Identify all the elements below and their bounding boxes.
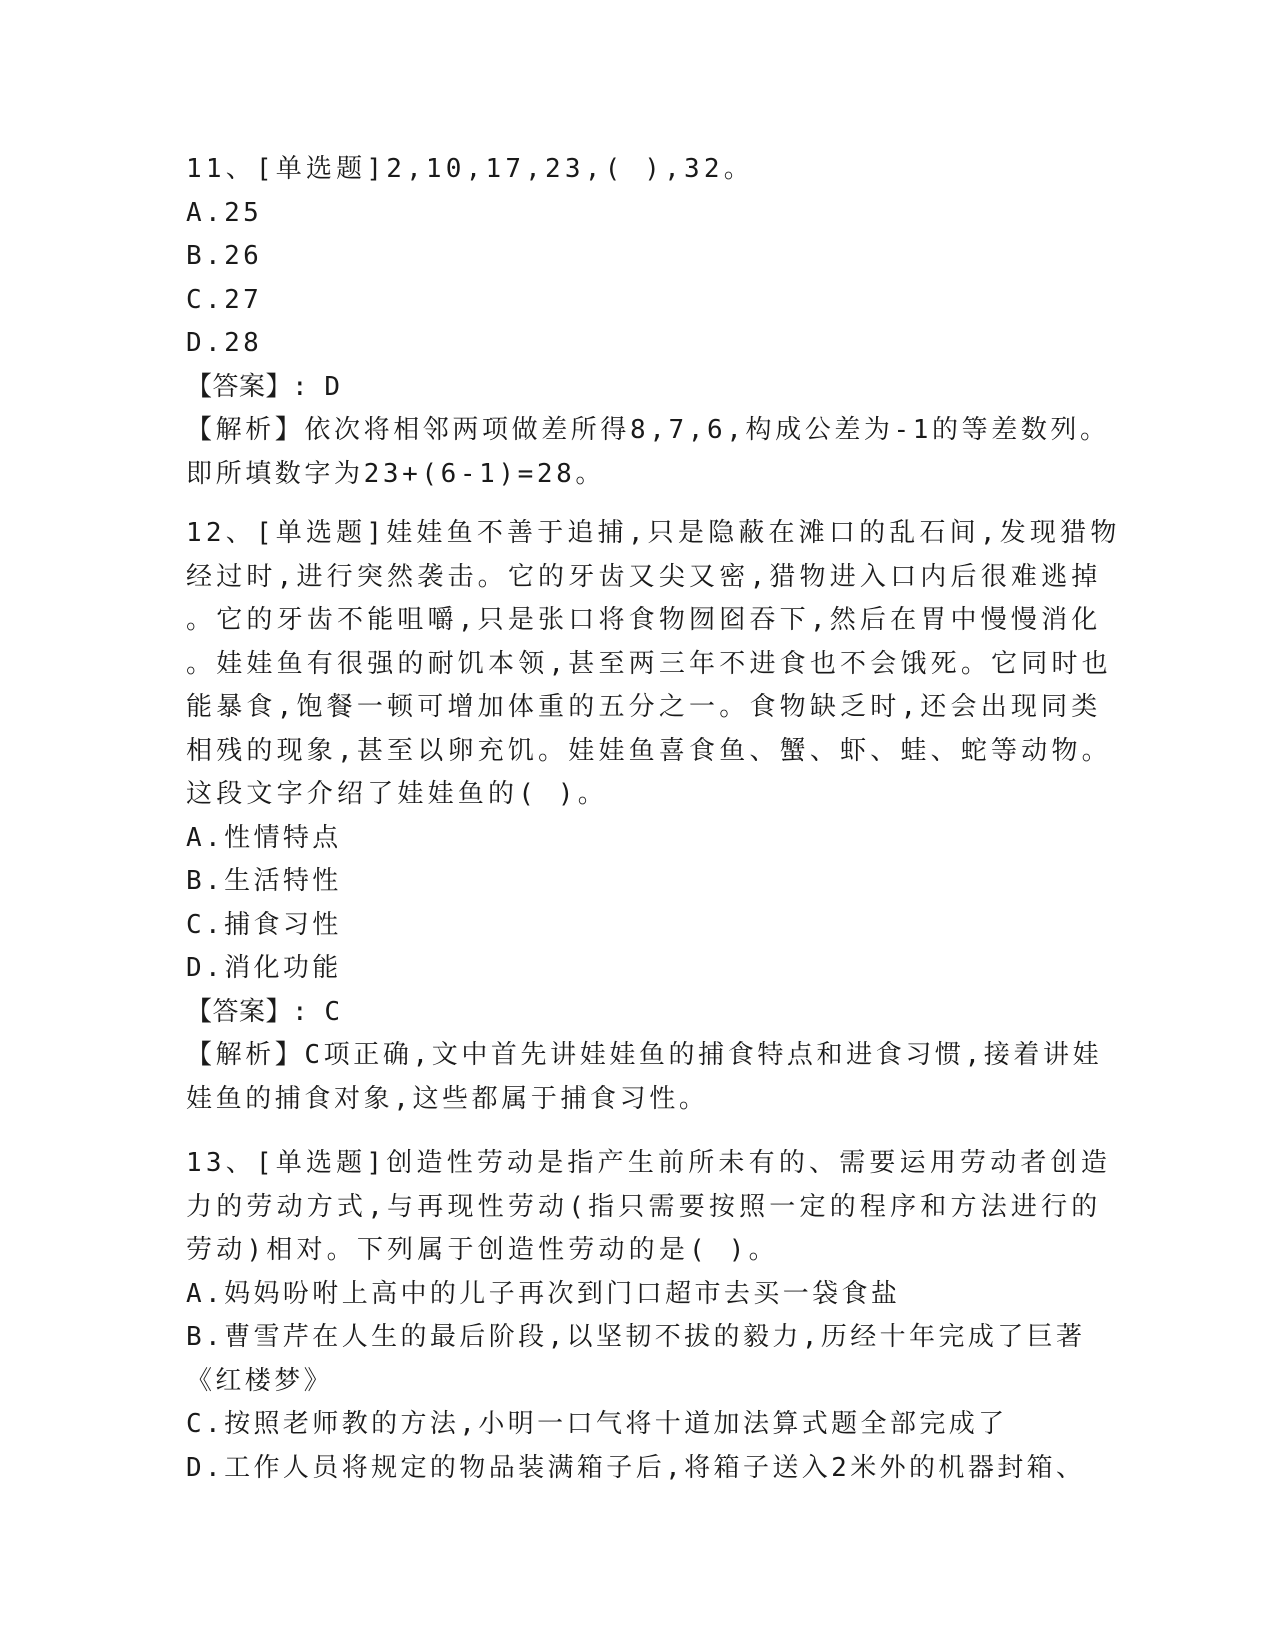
answer-label: 【答案】 <box>186 371 293 402</box>
answer-line <box>186 366 1086 410</box>
question-11 <box>186 148 1110 496</box>
question-12 <box>186 512 1121 1121</box>
option-d: D.消化功能 <box>186 953 342 983</box>
analysis-text: C项正确,文中首先讲娃娃鱼的捕食特点和进食习惯,接着讲娃 <box>304 1040 1103 1070</box>
option-b: B.曹雪芹在人生的最后阶段,以坚韧不拔的毅力,历经十年完成了巨著 <box>186 1322 1086 1352</box>
option-a: A.25 <box>186 197 263 228</box>
analysis-text: 依次将相邻两项做差所得8,7,6,构成公差为-1的等差数列。 <box>304 415 1110 445</box>
answer-value: D <box>324 371 341 402</box>
option-b-continued: 《红楼梦》 <box>186 1365 334 1396</box>
option-d: D.工作人员将规定的物品装满箱子后,将箱子送入2米外的机器封箱、 <box>186 1452 1086 1483</box>
question-stem: 12、[单选题]娃娃鱼不善于追捕,只是隐蔽在滩口的乱石间,发现猎物 <box>186 518 1121 548</box>
question-stem: 能暴食,饱餐一顿可增加体重的五分之一。食物缺乏时,还会出现同类 <box>186 692 1102 722</box>
option-c: C.按照老师教的方法,小明一口气将十道加法算式题全部完成了 <box>186 1409 1008 1439</box>
question-stem: 。娃娃鱼有很强的耐饥本领,甚至两三年不进食也不会饿死。它同时也 <box>186 648 1112 679</box>
option-c: C.27 <box>186 284 263 315</box>
question-13 <box>186 1142 1112 1490</box>
answer-line <box>186 991 1086 1035</box>
question-stem: 11、[单选题]2,10,17,23,( ),32。 <box>186 154 754 184</box>
question-stem: 力的劳动方式,与再现性劳动(指只需要按照一定的程序和方法进行的 <box>186 1191 1102 1222</box>
answer-separator: : <box>292 996 309 1027</box>
question-stem: 13、[单选题]创造性劳动是指产生前所未有的、需要运用劳动者创造 <box>186 1148 1112 1178</box>
answer-value: C <box>324 996 341 1027</box>
analysis-text: 即所填数字为23+(6-1)=28。 <box>186 458 605 489</box>
question-stem: 。它的牙齿不能咀嚼,只是张口将食物囫囵吞下,然后在胃中慢慢消化 <box>186 605 1102 635</box>
option-b: B.生活特性 <box>186 866 342 896</box>
question-stem: 经过时,进行突然袭击。它的牙齿又尖又密,猎物进入口内后很难逃掉 <box>186 561 1102 592</box>
question-stem: 这段文字介绍了娃娃鱼的( )。 <box>186 779 608 809</box>
analysis-line <box>186 1034 1103 1078</box>
option-a: A.妈妈吩咐上高中的儿子再次到门口超市去买一袋食盐 <box>186 1278 901 1309</box>
analysis-text: 娃鱼的捕食对象,这些都属于捕食习性。 <box>186 1083 709 1114</box>
question-stem: 劳动)相对。下列属于创造性劳动的是( )。 <box>186 1235 779 1265</box>
analysis-line <box>186 409 1110 453</box>
analysis-label: 【解析】 <box>186 415 305 445</box>
answer-separator: : <box>292 371 309 402</box>
question-stem: 相残的现象,甚至以卵充饥。娃娃鱼喜食鱼、蟹、虾、蛙、蛇等动物。 <box>186 735 1112 766</box>
option-b: B.26 <box>186 241 263 271</box>
answer-label: 【答案】 <box>186 996 293 1027</box>
analysis-label: 【解析】 <box>186 1040 305 1070</box>
option-a: A.性情特点 <box>186 822 342 853</box>
option-d: D.28 <box>186 328 263 358</box>
option-c: C.捕食习性 <box>186 909 342 940</box>
